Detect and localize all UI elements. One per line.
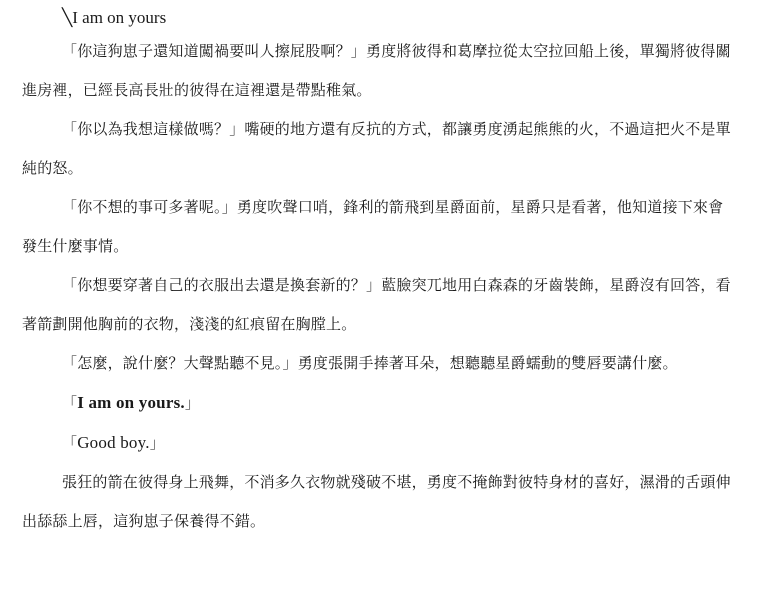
paragraph-3: 「你不想的事可多著呢。」勇度吹聲口哨，鋒利的箭飛到星爵面前，星爵只是看著，他知道接下來會發生什麼事情。: [22, 198, 724, 255]
paragraph-4: 「你想要穿著自己的衣服出去還是換套新的？」藍臉突兀地用白森森的牙齒裝飾，星爵沒有回答，看著箭劃開他胸前的衣物，淺淺的紅痕留在胸膛上。: [22, 276, 731, 333]
quote-bold-open: 「: [62, 394, 78, 412]
paragraph-2: 「你以為我想這樣做嗎？」嘴硬的地方還有反抗的方式，都讓勇度湧起熊熊的火，不過這把火不是單純的怒。: [22, 120, 731, 177]
quote-plain-text: Good boy.: [77, 433, 150, 452]
paragraph-1: 「你這狗崽子還知道闖禍要叫人擦屁股啊？」勇度將彼得和葛摩拉從太空拉回船上後，單獨將彼得關進房裡，已經長高長壯的彼得在這裡還是帶點稚氣。: [22, 42, 731, 99]
quote-plain-close: 」: [149, 434, 165, 452]
quote-bold-text: I am on yours.: [77, 393, 185, 412]
quote-bold-line: [22, 383, 738, 423]
quote-bold-close: 」: [184, 394, 201, 412]
closing-paragraph: 張狂的箭在彼得身上飛舞，不消多久衣物就殘破不堪，勇度不掩飾對彼特身材的喜好，濕滑的舌頭伸出舔舔上唇，這狗崽子保養得不錯。: [22, 473, 731, 530]
paragraph-5: 「怎麼，說什麼？大聲點聽不見。」勇度張開手捧著耳朵，想聽聽星爵蠕動的雙唇要講什麼。: [62, 354, 678, 372]
quote-plain-line: [22, 423, 738, 463]
document-page: [22, 4, 738, 541]
quote-plain-open: 「: [62, 434, 78, 452]
document-title: ╲I am on yours: [62, 8, 167, 27]
